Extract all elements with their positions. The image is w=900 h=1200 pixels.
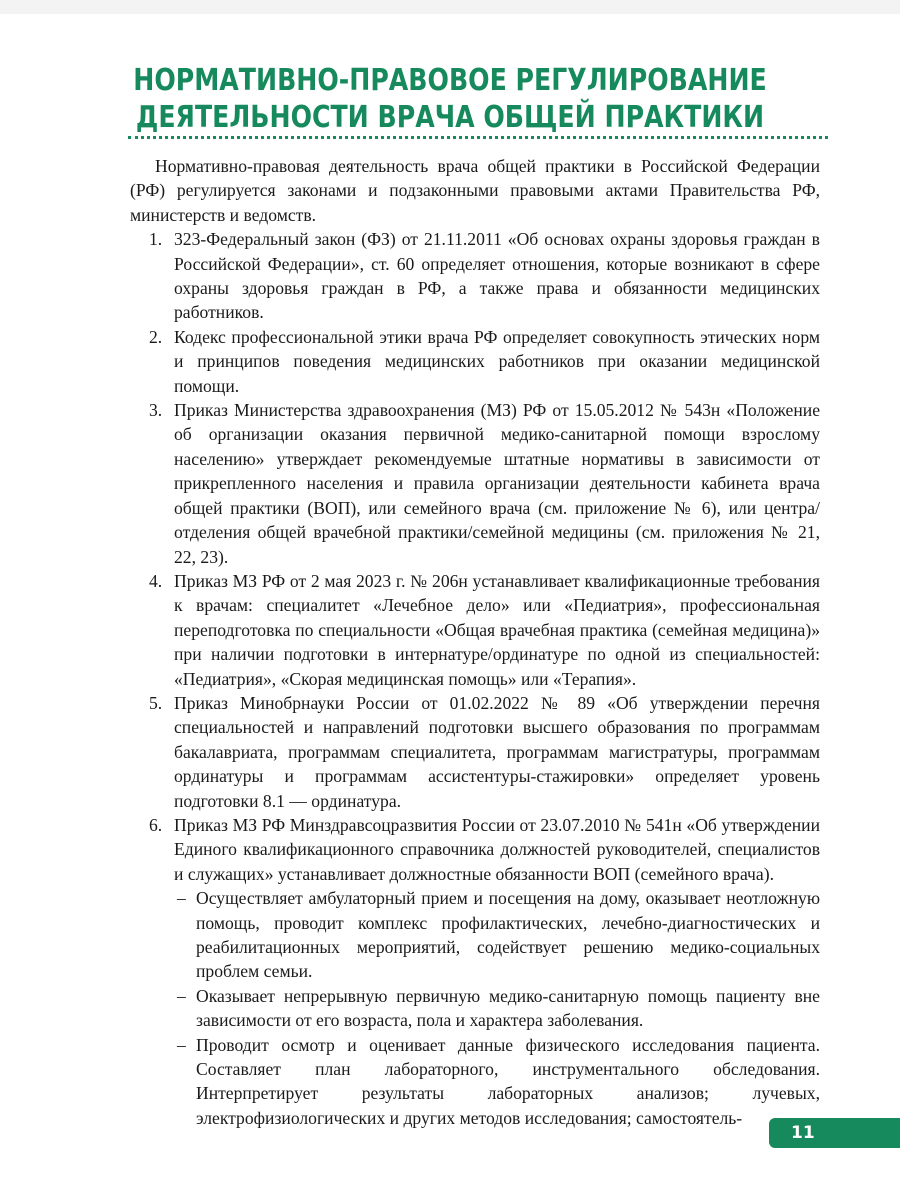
dash-bullet: – xyxy=(177,1034,186,1055)
list-item-text: Приказ МЗ РФ Минздравсоцразвития России от 23.07.2010 № 541н «Об утверждении Единого квалификационного справочника должностей руководителей, специалистов и служащих» устанавливает должностные обязанности ВОП (семейного врача). xyxy=(174,814,820,884)
list-item xyxy=(130,227,820,325)
dash-bullet: – xyxy=(177,888,186,909)
list-item xyxy=(130,325,820,398)
list-item-text: Приказ Минобрнауки России от 01.02.2022 № 89 «Об утверждении перечня специальностей и направлений подготовки высшего образования по программам бакалавриата, программам специалитета, программам магистратуры, программам ординатуры и программам ассистентуры-стажировки» определяет уровень подготовки 8.1 — ординатура. xyxy=(174,692,820,811)
list-number: 5. xyxy=(149,692,163,713)
document-body xyxy=(130,154,820,1130)
list-number: 4. xyxy=(149,570,163,591)
list-item-text: 323-Федеральный закон (ФЗ) от 21.11.2011 «Об основах охраны здоровья граждан в Российской Федерации», ст. 60 определяет отношения, которые возникают в сфере охраны здоровья граждан в РФ, а также права и обязанности медицинских работников. xyxy=(174,229,820,323)
duties-list xyxy=(130,886,820,1130)
list-number: 6. xyxy=(149,814,163,835)
list-item xyxy=(130,569,820,691)
list-number: 3. xyxy=(149,400,163,421)
page-number: 11 xyxy=(791,1123,815,1143)
duty-text: Осуществляет амбулаторный прием и посещения на дому, оказывает неотложную помощь, проводит комплекс профилактических, лечебно-диагностических и реабилитационных мероприятий, содействует решению медико-социальных проблем семьи. xyxy=(196,888,820,982)
duty-item xyxy=(130,886,820,984)
page-number-badge xyxy=(769,1118,900,1148)
title-line-2: ДЕЯТЕЛЬНОСТИ ВРАЧА ОБЩЕЙ ПРАКТИКИ xyxy=(135,100,765,135)
intro-paragraph: Нормативно-правовая деятельность врача общей практики в Российской Федерации (РФ) регулируется законами и подзаконными правовыми актами Правительства РФ, министерств и ведомств. xyxy=(130,156,820,225)
list-item-text: Приказ Министерства здравоохранения (МЗ) РФ от 15.05.2012 № 543н «Положение об организации оказания первичной медико-санитарной помощи взрослому населению» утверждает рекомендуемые штатные нормативы в зависимости от прикрепленного населения и правила организации деятельности кабинета врача общей практики (ВОП), или семейного врача (см. приложение № 6), или центра/отделения общей врачебной практики/семейной медицины (см. приложения № 21, 22, 23). xyxy=(174,400,820,567)
duty-text: Оказывает непрерывную первичную медико-санитарную помощь пациенту вне зависимости от его возраста, пола и характера заболевания. xyxy=(196,985,820,1031)
list-item xyxy=(130,691,820,813)
top-strip xyxy=(0,0,900,14)
list-item-text: Приказ МЗ РФ от 2 мая 2023 г. № 206н устанавливает квалификационные требования к врачам: специалитет «Лечебное дело» или «Педиатрия», профессиональная переподготовка по специальности «Общая врачебная практика (семейная медицина)» при наличии подготовки в интернатуре/ординатуре по одной из специальностей: «Педиатрия», «Скорая медицинская помощь» или «Терапия». xyxy=(174,570,820,689)
duty-text: Проводит осмотр и оценивает данные физического исследования пациента. Составляет план лабораторного, инструментального обследования. Интерпретирует результаты лабораторных анализов; лучевых, электрофизиологических и других методов исследования; самостоятель- xyxy=(196,1034,820,1128)
list-item xyxy=(130,813,820,886)
regulatory-acts-list xyxy=(130,227,820,886)
page-title xyxy=(72,62,828,136)
list-number: 2. xyxy=(149,326,163,347)
list-item xyxy=(130,398,820,569)
title-divider xyxy=(128,136,828,139)
title-line-1: НОРМАТИВНО-ПРАВОВОЕ РЕГУЛИРОВАНИЕ xyxy=(133,63,767,98)
dash-bullet: – xyxy=(177,985,186,1006)
list-item-text: Кодекс профессиональной этики врача РФ определяет совокупность этических норм и принципов поведения медицинских работников при оказании медицинской помощи. xyxy=(174,326,820,396)
duty-item xyxy=(130,984,820,1033)
list-number: 1. xyxy=(149,229,163,250)
duty-item xyxy=(130,1033,820,1131)
